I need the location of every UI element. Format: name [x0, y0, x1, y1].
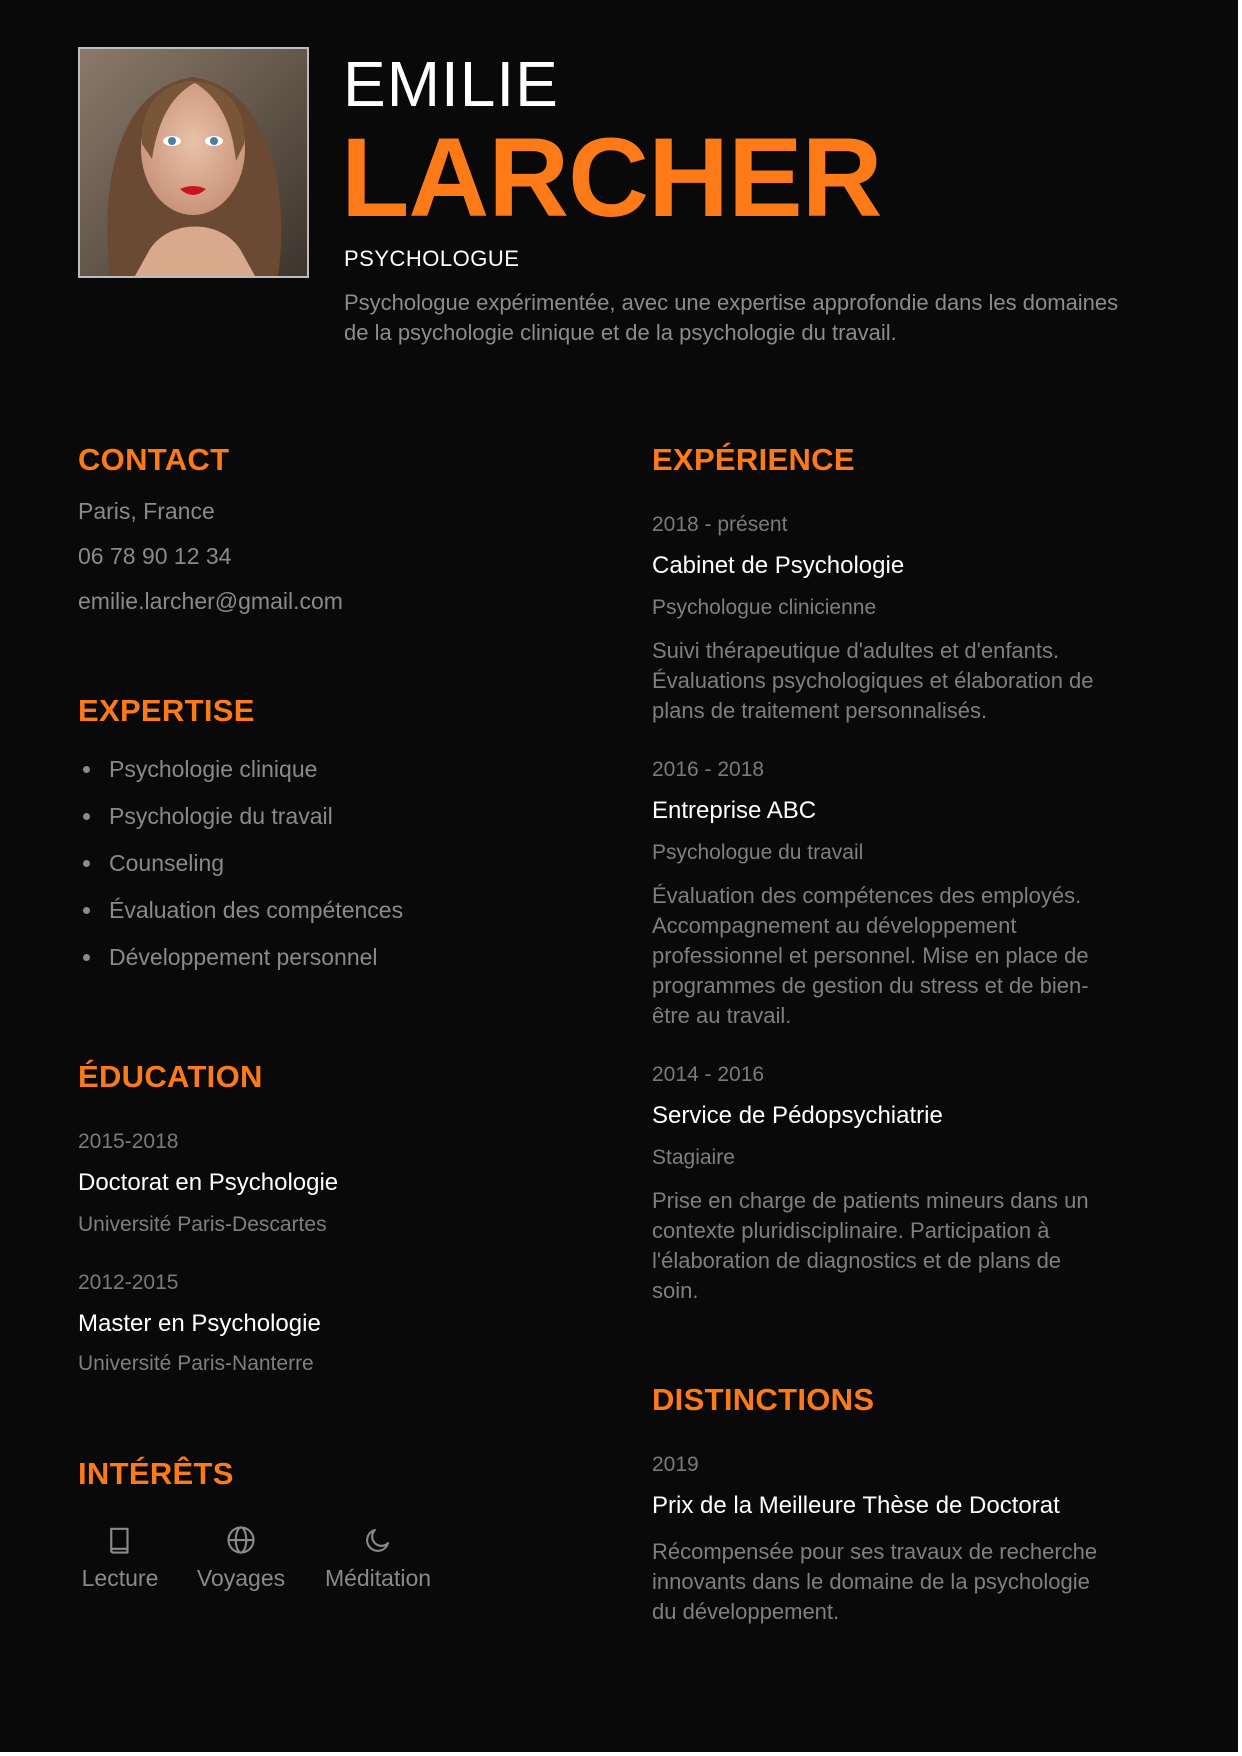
- description-line: Suivi thérapeutique d'adultes et d'enfants.: [652, 638, 1060, 663]
- bullet-icon: [83, 813, 90, 820]
- description-line: être au travail.: [652, 1003, 792, 1028]
- description-line: contexte pluridisciplinaire. Participation à: [652, 1218, 1050, 1243]
- distinctions-heading: DISTINCTIONS: [652, 1382, 875, 1417]
- experience-description: [652, 1186, 1172, 1306]
- description-line: Prise en charge de patients mineurs dans un: [652, 1188, 1089, 1213]
- interest-item: [74, 1525, 166, 1592]
- experience-role: Psychologue du travail: [652, 841, 864, 864]
- bullet-icon: [83, 954, 90, 961]
- description-line: professionnel et personnel. Mise en place de: [652, 943, 1089, 968]
- education-degree: Master en Psychologie: [78, 1310, 321, 1337]
- experience-company: Entreprise ABC: [652, 797, 817, 824]
- description-line: plans de traitement personnalisés.: [652, 698, 988, 723]
- description-line: innovants dans le domaine de la psychologie: [652, 1569, 1090, 1594]
- education-school: Université Paris-Nanterre: [78, 1352, 314, 1375]
- distinction-title: Prix de la Meilleure Thèse de Doctorat: [652, 1492, 1060, 1519]
- bullet-icon: [83, 860, 90, 867]
- experience-company: Cabinet de Psychologie: [652, 552, 905, 579]
- description-line: du développement.: [652, 1599, 840, 1624]
- last-name: LARCHER: [341, 115, 882, 240]
- interest-label: Méditation: [324, 1565, 432, 1591]
- interest-item: [316, 1525, 440, 1592]
- description-line: soin.: [652, 1278, 699, 1303]
- education-dates: 2012-2015: [78, 1271, 179, 1294]
- expertise-item: Counseling: [109, 850, 225, 876]
- interest-label: Voyages: [196, 1565, 286, 1591]
- globe-icon: [226, 1525, 256, 1555]
- description-line: Accompagnement au développement: [652, 913, 1017, 938]
- moon-icon: [363, 1525, 393, 1555]
- contact-heading: CONTACT: [78, 442, 230, 477]
- profile-summary: Psychologue expérimentée, avec une expertise approfondie dans les domaines de la psychologie clinique et de la psychologie du travail.: [344, 290, 1119, 345]
- experience-dates: 2016 - 2018: [652, 758, 765, 781]
- education-degree: Doctorat en Psychologie: [78, 1169, 339, 1196]
- description-line: l'élaboration de diagnostics et de plans de: [652, 1248, 1062, 1273]
- experience-heading: EXPÉRIENCE: [652, 442, 855, 477]
- education-school: Université Paris-Descartes: [78, 1213, 327, 1236]
- distinction-year: 2019: [652, 1453, 699, 1476]
- profile-photo: [78, 47, 309, 278]
- education-heading: ÉDUCATION: [78, 1059, 263, 1094]
- expertise-item: Psychologie du travail: [109, 803, 333, 829]
- interest-item: [188, 1525, 294, 1592]
- experience-description: [652, 636, 1172, 726]
- first-name: EMILIE: [343, 48, 559, 120]
- bullet-icon: [83, 907, 90, 914]
- distinction-description: [652, 1537, 1172, 1627]
- description-line: programmes de gestion du stress et de bien-: [652, 973, 1089, 998]
- expertise-item: Psychologie clinique: [109, 756, 318, 782]
- contact-phone[interactable]: 06 78 90 12 34: [78, 543, 232, 569]
- interests-heading: INTÉRÊTS: [78, 1456, 234, 1491]
- experience-company: Service de Pédopsychiatrie: [652, 1102, 943, 1129]
- expertise-heading: EXPERTISE: [78, 693, 255, 728]
- description-line: Récompensée pour ses travaux de recherche: [652, 1539, 1098, 1564]
- experience-description: [652, 881, 1172, 1031]
- contact-email[interactable]: emilie.larcher@gmail.com: [78, 588, 343, 614]
- experience-dates: 2014 - 2016: [652, 1063, 765, 1086]
- experience-role: Psychologue clinicienne: [652, 596, 877, 619]
- description-line: Évaluations psychologiques et élaboration de: [652, 668, 1094, 693]
- education-dates: 2015-2018: [78, 1130, 179, 1153]
- expertise-item: Évaluation des compétences: [109, 897, 404, 923]
- expertise-item: Développement personnel: [109, 944, 378, 970]
- interest-label: Lecture: [81, 1565, 159, 1591]
- job-title: PSYCHOLOGUE: [344, 246, 520, 271]
- bullet-icon: [83, 766, 90, 773]
- experience-dates: 2018 - présent: [652, 513, 788, 536]
- description-line: Évaluation des compétences des employés.: [652, 883, 1082, 908]
- contact-location: Paris, France: [78, 498, 215, 524]
- experience-role: Stagiaire: [652, 1146, 735, 1169]
- book-icon: [105, 1525, 135, 1555]
